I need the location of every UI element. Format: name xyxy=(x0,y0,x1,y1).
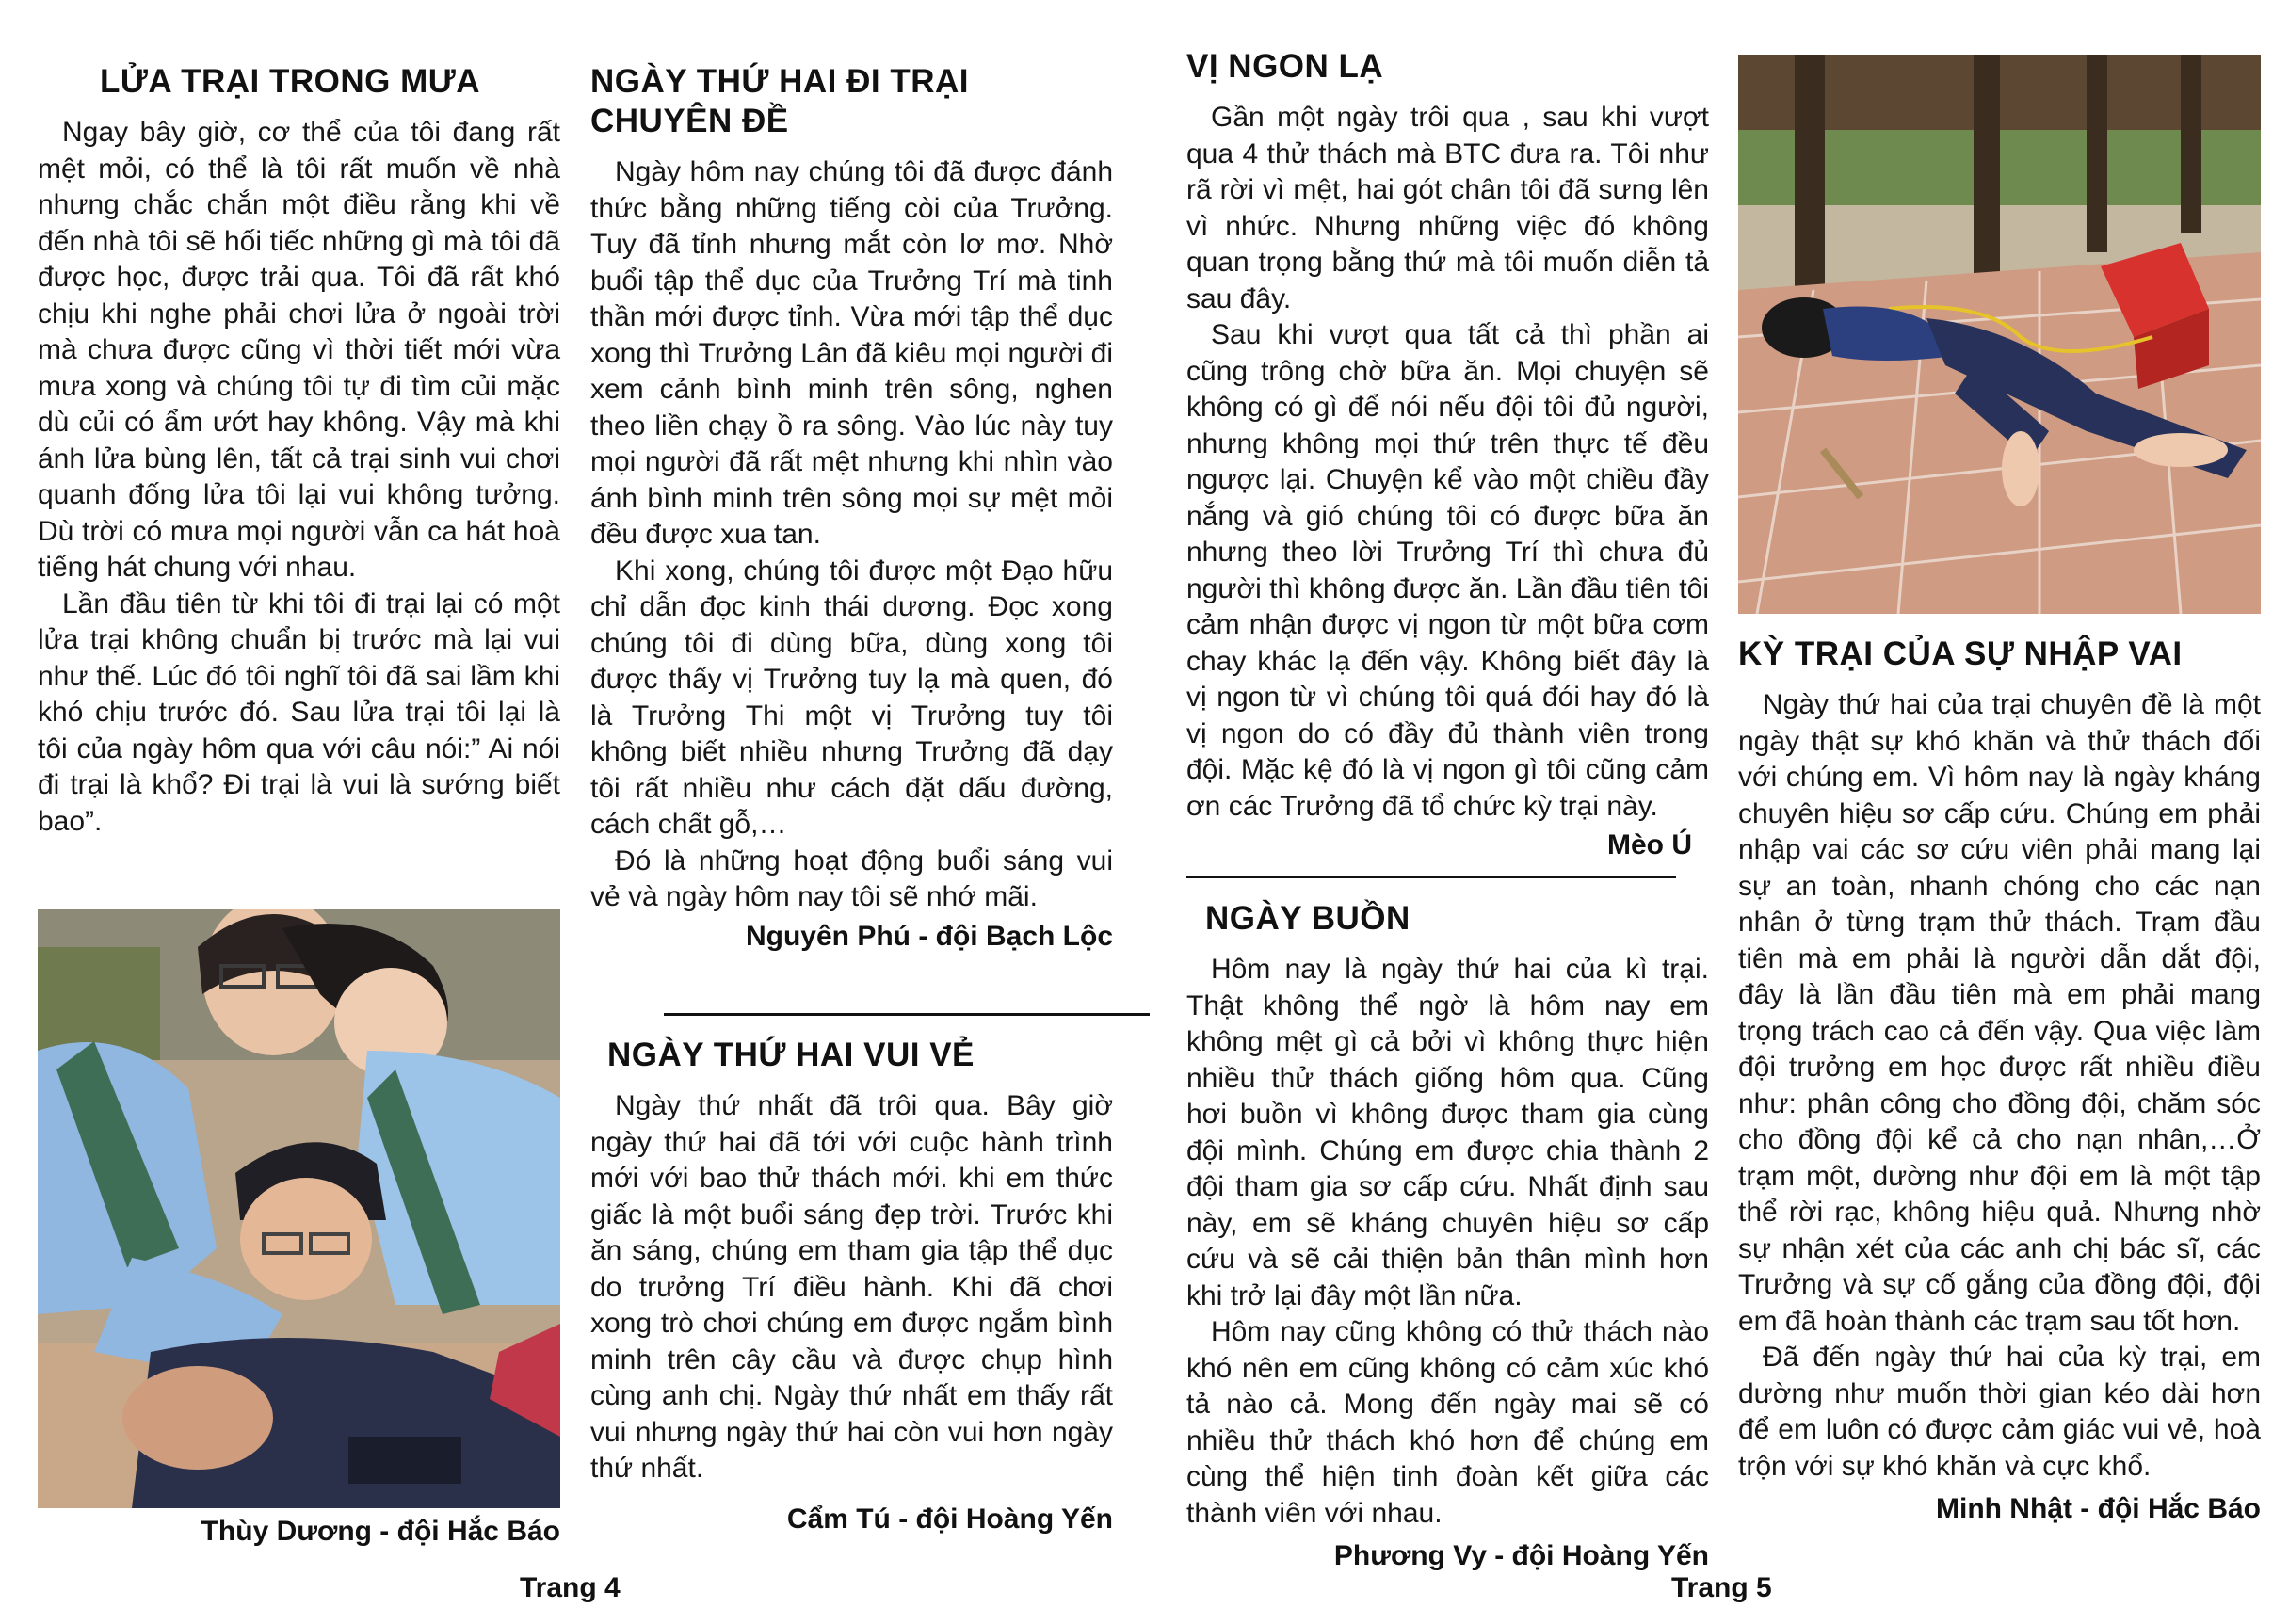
first-aid-photo xyxy=(38,909,560,1508)
article-title: NGÀY BUỒN xyxy=(1205,900,1410,937)
article-paragraph: Gần một ngày trôi qua , sau khi vượt qua 4 thử thách mà BTC đưa ra. Tôi như rã rời vì mệt, hai gót chân tôi đã sưng lên vì nhức. Nhưng những việc đó không quan trọng bằng thứ mà tôi muốn diễn tả sau đây. xyxy=(1186,102,1709,314)
article-paragraph: Lần đầu tiên từ khi tôi đi trại lại có một lửa trại không chuẩn bị trước mà lại vui như thế. Lúc đó tôi nghĩ tôi đã sai lầm khi khó chịu trước đó. Sau lửa trại tôi lại là tôi của ngày hôm qua với câu nói:” Ai nói đi trại là khổ? Đi trại là vui là sướng biết bao”. xyxy=(38,587,560,837)
article-paragraph: Khi xong, chúng tôi được một Đạo hữu chỉ dẫn đọc kinh thái dương. Đọc xong chúng tôi đi dùng bữa, dùng xong tôi được thấy vị Trưởng tuy lạ mà quen, đó là Trưởng Thi một vị Trưởng tuy tôi không biết nhiều nhưng Trưởng đã dạy tôi rất nhiều như cách đặt dấu đường, cách chất gỗ,… xyxy=(590,555,1113,840)
article-title: KỲ TRẠI CỦA SỰ NHẬP VAI xyxy=(1738,635,2183,672)
article-title: NGÀY THỨ HAI ĐI TRẠI CHUYÊN ĐỀ xyxy=(590,63,970,139)
article-ngay-buon xyxy=(1186,899,1709,1575)
article-ngay-thu-hai-vui-ve xyxy=(590,1036,1113,1538)
article-paragraph: Đã đến ngày thứ hai của kỳ trại, em dường như muốn thời gian kéo dài hơn để em luôn có được cảm giác vui vẻ, hoà trộn với sự khó khăn và cực khổ. xyxy=(1738,1342,2261,1482)
article-paragraph: Ngày thứ nhất đã trôi qua. Bây giờ ngày thứ hai đã tới với cuộc hành trình mới với bao thử thách mới. khi em thức giấc là một buổi sáng đẹp trời. Trước khi ăn sáng, chúng em tham gia tập thể dục do trưởng Trí điều hành. Khi đã chơi xong trò chơi chúng em được ngắm bình minh trên cây cầu và được chụp hình cùng anh chị. Ngày thứ nhất em thấy rất vui nhưng ngày thứ hai còn vui hơn ngày thứ nhất. xyxy=(590,1090,1113,1484)
article-vi-ngon-la xyxy=(1186,47,1709,864)
article-author: Thùy Dương - đội Hắc Báo xyxy=(201,1516,560,1547)
article-title: VỊ NGON LẠ xyxy=(1186,48,1384,85)
article-paragraph: Hôm nay là ngày thứ hai của kì trại. Thật không thể ngờ là hôm nay em không mệt gì cả bởi vì không thực hiện nhiều thử thách giống hôm qua. Cũng hơi buồn vì không được tham gia cùng đội mình. Chúng em được chia thành 2 đội tham gia sơ cấp cứu. Nhất định sau này, em sẽ kháng chuyên hiệu sơ cấp cứu và sẽ cải thiện bản thân mình hơn khi trở lại đây một lần nữa. xyxy=(1186,954,1709,1311)
article-title: LỬA TRẠI TRONG MƯA xyxy=(100,63,481,100)
article-author: Nguyên Phú - đội Bạch Lộc xyxy=(745,920,1113,952)
article-author: Phương Vy - đội Hoàng Yến xyxy=(1333,1540,1709,1571)
article-ngay-thu-hai-di-trai xyxy=(590,62,1113,956)
article-author: Minh Nhật - đội Hắc Báo xyxy=(1936,1493,2261,1524)
article-lua-trai xyxy=(38,62,560,840)
page-number: Trang 5 xyxy=(1671,1572,1772,1603)
article-paragraph: Ngày thứ hai của trại chuyên đề là một ngày thật sự khó khăn và thử thách đối với chúng em. Vì hôm nay là ngày kháng chuyên hiệu sơ cấp cứu. Chúng em phải nhập vai các sơ cứu viên phải mang lại sự an toàn, nhanh chóng cho các nạn nhân ở từng trạm thử thách. Trạm đầu tiên mà em phải là người dẫn dắt đội, đây là lần đầu tiên mà em phải mang trọng trách cao cả đến vậy. Qua việc làm đội trưởng em học được rất nhiều điều như: phân công cho đồng đội, chăm sóc cho đồng đội kể cả cho nạn nhân,…Ở trạm một, dường như đội em là một tập thể rời rạc, không hiệu quả. Nhưng nhờ sự nhận xét của các anh chị bác sĩ, các Trưởng và sự cố gắng của đồng đội, đội em đã hoàn thành các trạm sau tốt hơn. xyxy=(1738,689,2261,1337)
article-ky-trai-nhap-vai xyxy=(1738,635,2261,1528)
role-play-victim-photo xyxy=(1738,55,2261,614)
article-paragraph: Ngay bây giờ, cơ thể của tôi đang rất mệt mỏi, có thể là tôi rất muốn về nhà nhưng chắc chắn một điều rằng khi về đến nhà tôi sẽ hối tiếc những gì mà tôi đã được học, được trải qua. Tôi đã rất khó chịu khi nghe phải chơi lửa ở ngoài trời mà chưa được cũng vì thời tiết mới vừa mưa xong và chúng tôi tự đi tìm củi mặc dù củi có ẩm ướt hay không. Vậy mà khi ánh lửa bùng lên, tất cả trại sinh vui chơi quanh đống lửa tôi lại vui không tưởng. Dù trời có mưa mọi người vẫn ca hát hoà tiếng hát chung với nhau. xyxy=(38,117,560,583)
article-divider xyxy=(1186,876,1676,878)
article-author: Mèo Ú xyxy=(1607,829,1692,860)
article-paragraph: Sau khi vượt qua tất cả thì phần ai cũng trông chờ bữa ăn. Mọi chuyện sẽ không có gì để nói nếu đội tôi đủ người, nhưng không mọi thứ trên thực tế đều ngược lại. Chuyện kể vào một chiều đầy nắng và gió chúng tôi có được bữa ăn nhưng theo lời Trưởng Trí thì chưa đủ người thì không được ăn. Lần đầu tiên tôi cảm nhận được vị ngon từ một bữa cơm chay khác lạ đến vậy. Không biết đây là vị ngon từ vì chúng tôi quá đói hay đó là vị ngon do có đầy đủ thành viên trong đội. Mặc kệ đó là vị ngon gì tôi cũng cảm ơn các Trưởng đã tổ chức kỳ trại này. xyxy=(1186,319,1709,822)
article-divider xyxy=(664,1013,1150,1016)
article-paragraph: Đó là những hoạt động buổi sáng vui vẻ và ngày hôm nay tôi sẽ nhớ mãi. xyxy=(590,844,1113,912)
page-number: Trang 4 xyxy=(520,1572,621,1603)
article-paragraph: Hôm nay cũng không có thử thách nào khó nên em cũng không có cảm xúc khó tả nào cả. Mong đến ngày mai sẽ có nhiều thử thách khó hơn để chúng em cùng thể hiện tinh đoàn kết giữa các thành viên với nhau. xyxy=(1186,1316,1709,1529)
article-title: NGÀY THỨ HAI VUI VẺ xyxy=(607,1037,975,1073)
article-paragraph: Ngày hôm nay chúng tôi đã được đánh thức bằng những tiếng còi của Trưởng. Tuy đã tỉnh nhưng mắt còn lơ mơ. Nhờ buổi tập thể dục của Trưởng Trí mà tinh thần mới được tỉnh. Vừa mới tập thể dục xong thì Trưởng Lân đã kiêu mọi người đi xem cảnh bình minh trên sông, nghen theo liền chạy ồ ra sông. Vào lúc này tuy mọi người đã rất mệt nhưng khi nhìn vào ánh bình minh trên sông mọi sự mệt mỏi đều được xua tan. xyxy=(590,156,1113,550)
article-author: Cẩm Tú - đội Hoàng Yến xyxy=(786,1503,1113,1535)
